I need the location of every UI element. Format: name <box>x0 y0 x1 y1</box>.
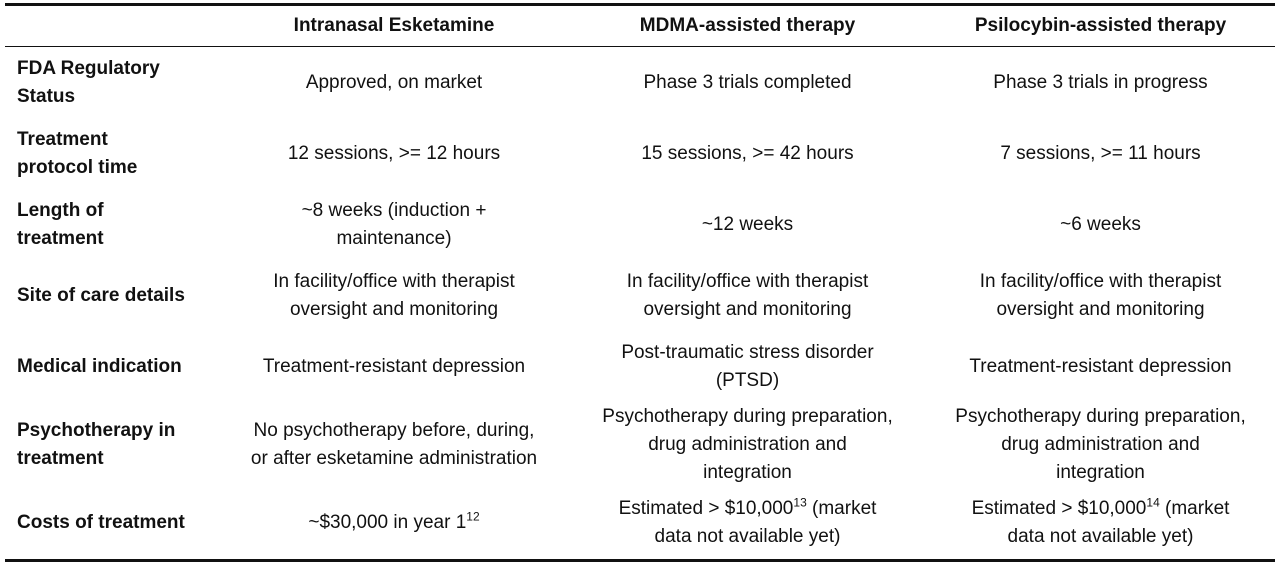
cell-line: Phase 3 trials in progress <box>993 71 1208 93</box>
table-row-medical-indication <box>5 332 1275 403</box>
cost-text-cont: (market <box>1159 497 1230 519</box>
row-label-fda-status <box>5 47 219 119</box>
cell-psilocybin-psychotherapy <box>926 403 1275 487</box>
cell-mdma-psychotherapy <box>569 403 926 487</box>
cost-text: Estimated > $10,000 <box>618 497 794 519</box>
row-label-line: treatment <box>17 447 104 469</box>
cell-esketamine-length <box>219 190 569 261</box>
cell-mdma-site-of-care <box>569 261 926 332</box>
cell-line: Psychotherapy during preparation, <box>955 405 1246 427</box>
cell-line: ~6 weeks <box>1060 214 1141 235</box>
cell-line: data not available yet) <box>654 525 841 547</box>
cell-esketamine-protocol-time <box>219 119 569 190</box>
table-row-site-of-care <box>5 261 1275 332</box>
cell-line: Treatment-resistant depression <box>969 356 1232 377</box>
cell-line <box>569 495 926 523</box>
header-psilocybin: Psilocybin-assisted therapy <box>974 15 1227 36</box>
cell-line: maintenance) <box>336 228 452 249</box>
cell-line: In facility/office with therapist <box>273 271 515 292</box>
row-label-line: Medical indication <box>17 356 182 377</box>
cell-line: In facility/office with therapist <box>979 271 1222 292</box>
cell-line: ~8 weeks (induction + <box>301 200 487 221</box>
row-label-line: Costs of treatment <box>17 511 185 533</box>
table-row-protocol-time <box>5 119 1275 190</box>
table-row-psychotherapy <box>5 403 1275 487</box>
cell-line: No psychotherapy before, during, <box>253 419 535 441</box>
cell-psilocybin-length <box>926 190 1275 261</box>
table-row-length <box>5 190 1275 261</box>
row-label-line: treatment <box>17 228 104 249</box>
row-label-line: Site of care details <box>17 285 185 306</box>
table-row-costs <box>5 487 1275 561</box>
cell-line: Approved, on market <box>305 71 483 93</box>
cell-line: 7 sessions, >= 11 hours <box>1000 143 1201 164</box>
cell-mdma-costs <box>569 487 926 561</box>
row-label-line: Treatment <box>17 129 108 150</box>
cost-text-cont: (market <box>806 497 877 519</box>
header-mdma: MDMA-assisted therapy <box>639 15 856 36</box>
cell-line: oversight and monitoring <box>996 299 1205 320</box>
row-label-line: Status <box>17 85 76 107</box>
cell-line: (PTSD) <box>715 370 780 391</box>
cell-mdma-medical-indication <box>569 332 926 403</box>
row-label-costs <box>5 487 219 561</box>
cell-line: data not available yet) <box>1007 525 1194 547</box>
cell-line: drug administration and <box>648 433 847 455</box>
cell-line: Treatment-resistant depression <box>262 356 526 377</box>
cell-esketamine-medical-indication <box>219 332 569 403</box>
cell-line: Post-traumatic stress disorder <box>621 342 874 363</box>
cost-text: Estimated > $10,000 <box>971 497 1147 519</box>
header-row <box>5 5 1275 47</box>
row-label-line: Length of <box>17 200 104 221</box>
cell-psilocybin-site-of-care <box>926 261 1275 332</box>
cell-line: drug administration and <box>1001 433 1200 455</box>
cell-line <box>926 495 1275 523</box>
footnote-ref: 13 <box>793 495 807 510</box>
row-label-length <box>5 190 219 261</box>
cell-mdma-length <box>569 190 926 261</box>
cell-line: or after esketamine administration <box>250 447 538 469</box>
cost-text: ~$30,000 in year 1 <box>308 511 467 533</box>
row-label-site-of-care <box>5 261 219 332</box>
cell-mdma-fda-status <box>569 47 926 119</box>
cell-esketamine-fda-status <box>219 47 569 119</box>
cell-mdma-protocol-time <box>569 119 926 190</box>
table-row-fda-status <box>5 47 1275 119</box>
cell-line: ~12 weeks <box>701 214 794 235</box>
footnote-ref: 14 <box>1146 495 1160 510</box>
row-label-line: FDA Regulatory <box>17 57 160 79</box>
row-label-line: protocol time <box>17 157 138 178</box>
row-label-medical-indication <box>5 332 219 403</box>
cell-psilocybin-protocol-time <box>926 119 1275 190</box>
cell-line: Phase 3 trials completed <box>643 71 852 93</box>
cell-line: oversight and monitoring <box>643 299 852 320</box>
cell-line: 15 sessions, >= 42 hours <box>641 143 854 164</box>
comparison-table-container <box>5 3 1275 562</box>
footnote-ref: 12 <box>466 509 480 524</box>
comparison-table <box>5 3 1275 562</box>
cell-psilocybin-fda-status <box>926 47 1275 119</box>
header-esketamine: Intranasal Esketamine <box>293 15 495 36</box>
cell-line: Psychotherapy during preparation, <box>602 405 893 427</box>
cell-psilocybin-medical-indication <box>926 332 1275 403</box>
cell-line: In facility/office with therapist <box>626 271 869 292</box>
cell-esketamine-psychotherapy <box>219 403 569 487</box>
cell-line: integration <box>1056 461 1145 483</box>
header-corner <box>5 5 219 47</box>
cell-line <box>219 509 569 537</box>
cell-esketamine-costs <box>219 487 569 561</box>
cell-line: integration <box>703 461 792 483</box>
cell-line: oversight and monitoring <box>289 299 499 320</box>
row-label-protocol-time <box>5 119 219 190</box>
cell-line: 12 sessions, >= 12 hours <box>287 143 501 164</box>
row-label-psychotherapy <box>5 403 219 487</box>
cell-psilocybin-costs <box>926 487 1275 561</box>
row-label-line: Psychotherapy in <box>17 419 176 441</box>
cell-esketamine-site-of-care <box>219 261 569 332</box>
